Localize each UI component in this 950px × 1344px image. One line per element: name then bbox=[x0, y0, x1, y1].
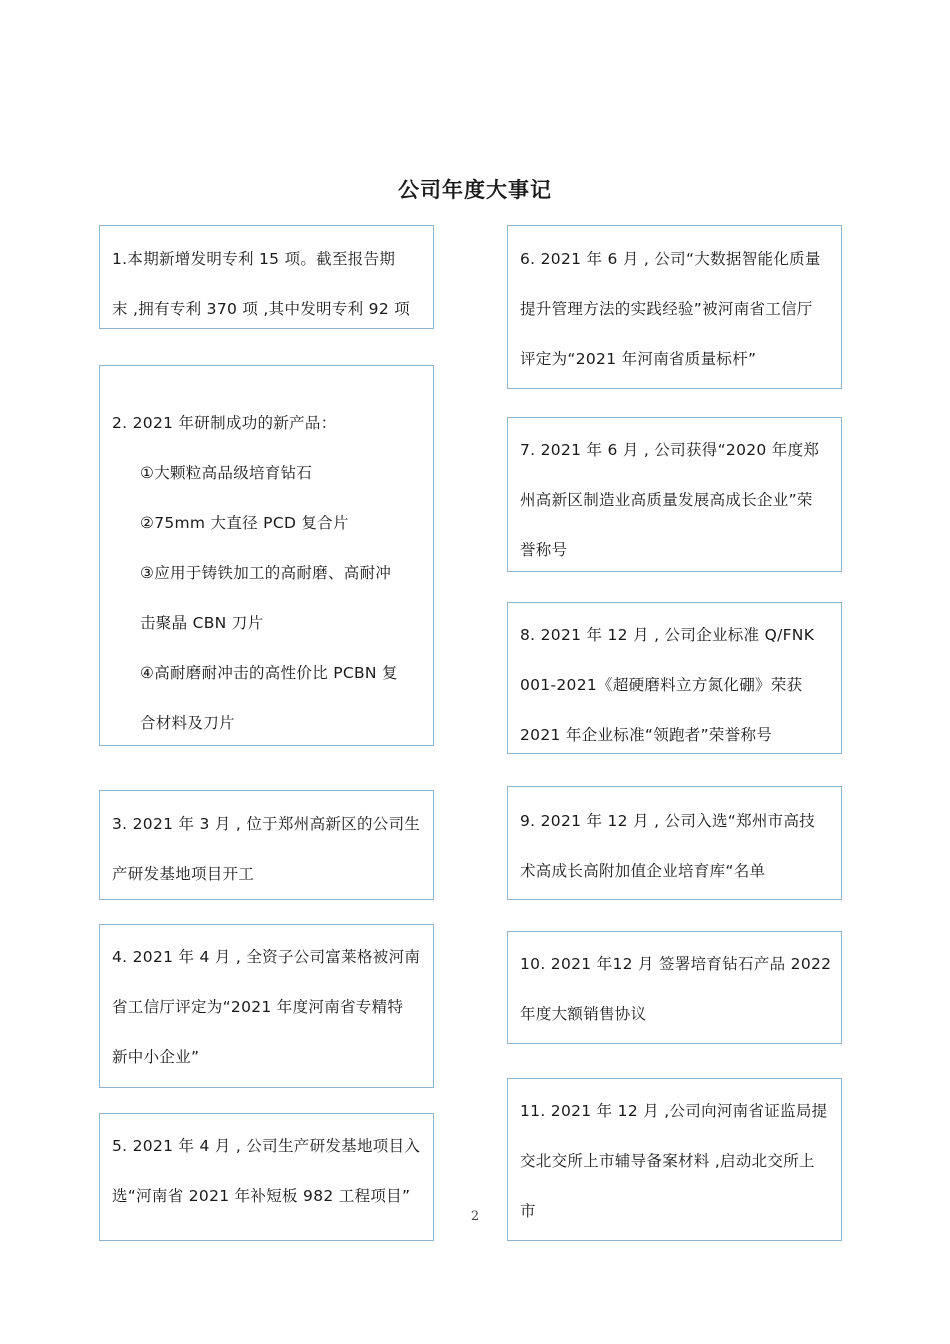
event-box-1 bbox=[99, 225, 434, 329]
event-text-line: 6. 2021 年 6 月 , 公司“大数据智能化质量 bbox=[520, 250, 821, 268]
event-text-line: 11. 2021 年 12 月 ,公司向河南省证监局提 bbox=[520, 1102, 828, 1120]
event-text-line: 选“河南省 2021 年补短板 982 工程项目” bbox=[112, 1187, 411, 1205]
event-text-line: 评定为“2021 年河南省质量标杆” bbox=[520, 350, 757, 368]
product-item: ④高耐磨耐冲击的高性价比 PCBN 复 bbox=[140, 664, 398, 682]
event-box-7 bbox=[507, 417, 842, 572]
event-text-line: 年度大额销售协议 bbox=[520, 1005, 647, 1023]
event-text-line: 7. 2021 年 6 月 , 公司获得“2020 年度郑 bbox=[520, 441, 820, 459]
event-text-line: 市 bbox=[520, 1202, 536, 1220]
page-title: 公司年度大事记 bbox=[398, 178, 552, 202]
event-box-6 bbox=[507, 225, 842, 389]
event-text-line: 产研发基地项目开工 bbox=[112, 865, 255, 883]
event-box-2 bbox=[99, 365, 434, 746]
product-item: ①大颗粒高品级培育钻石 bbox=[140, 464, 313, 482]
event-box-8 bbox=[507, 602, 842, 754]
event-text-line: 10. 2021 年12 月 签署培育钻石产品 2022 bbox=[520, 955, 832, 973]
event-text-line: 2021 年企业标准“领跑者”荣誉称号 bbox=[520, 726, 773, 744]
event-text-line: 省工信厅评定为“2021 年度河南省专精特 bbox=[112, 998, 404, 1016]
event-text-line: 新中小企业” bbox=[112, 1048, 200, 1066]
event-text-line: 提升管理方法的实践经验”被河南省工信厅 bbox=[520, 300, 813, 318]
event-text-line: 5. 2021 年 4 月 , 公司生产研发基地项目入 bbox=[112, 1137, 421, 1155]
event-text-line: 3. 2021 年 3 月 , 位于郑州高新区的公司生 bbox=[112, 815, 421, 833]
event-text-line: 誉称号 bbox=[520, 541, 568, 559]
event-text-line: 4. 2021 年 4 月 , 全资子公司富莱格被河南 bbox=[112, 948, 421, 966]
event-box-4 bbox=[99, 924, 434, 1088]
event-text-line: 末 ,拥有专利 370 项 ,其中发明专利 92 项 bbox=[112, 300, 411, 318]
event-text-line: 交北交所上市辅导备案材料 ,启动北交所上 bbox=[520, 1152, 815, 1170]
event-text-line: 001-2021《超硬磨料立方氮化硼》荣获 bbox=[520, 676, 803, 694]
event-text-line: 州高新区制造业高质量发展高成长企业”荣 bbox=[520, 491, 813, 509]
event-box-10 bbox=[507, 931, 842, 1044]
product-item: 合材料及刀片 bbox=[140, 714, 235, 732]
event-box-3 bbox=[99, 790, 434, 900]
product-item: ③应用于铸铁加工的高耐磨、高耐冲 bbox=[140, 564, 392, 582]
event-text-line: 1.本期新增发明专利 15 项。截至报告期 bbox=[112, 250, 396, 268]
event-text-line: 9. 2021 年 12 月 , 公司入选“郑州市高技 bbox=[520, 812, 816, 830]
event-box-9 bbox=[507, 786, 842, 900]
event-text-line: 术高成长高附加值企业培育库“名单 bbox=[520, 862, 766, 880]
product-item: ②75mm 大直径 PCD 复合片 bbox=[140, 514, 349, 532]
page-number: 2 bbox=[470, 1209, 480, 1224]
event-heading: 2. 2021 年研制成功的新产品： bbox=[112, 414, 337, 432]
product-item: 击聚晶 CBN 刀片 bbox=[140, 614, 264, 632]
event-text-line: 8. 2021 年 12 月 , 公司企业标准 Q/FNK bbox=[520, 626, 815, 644]
